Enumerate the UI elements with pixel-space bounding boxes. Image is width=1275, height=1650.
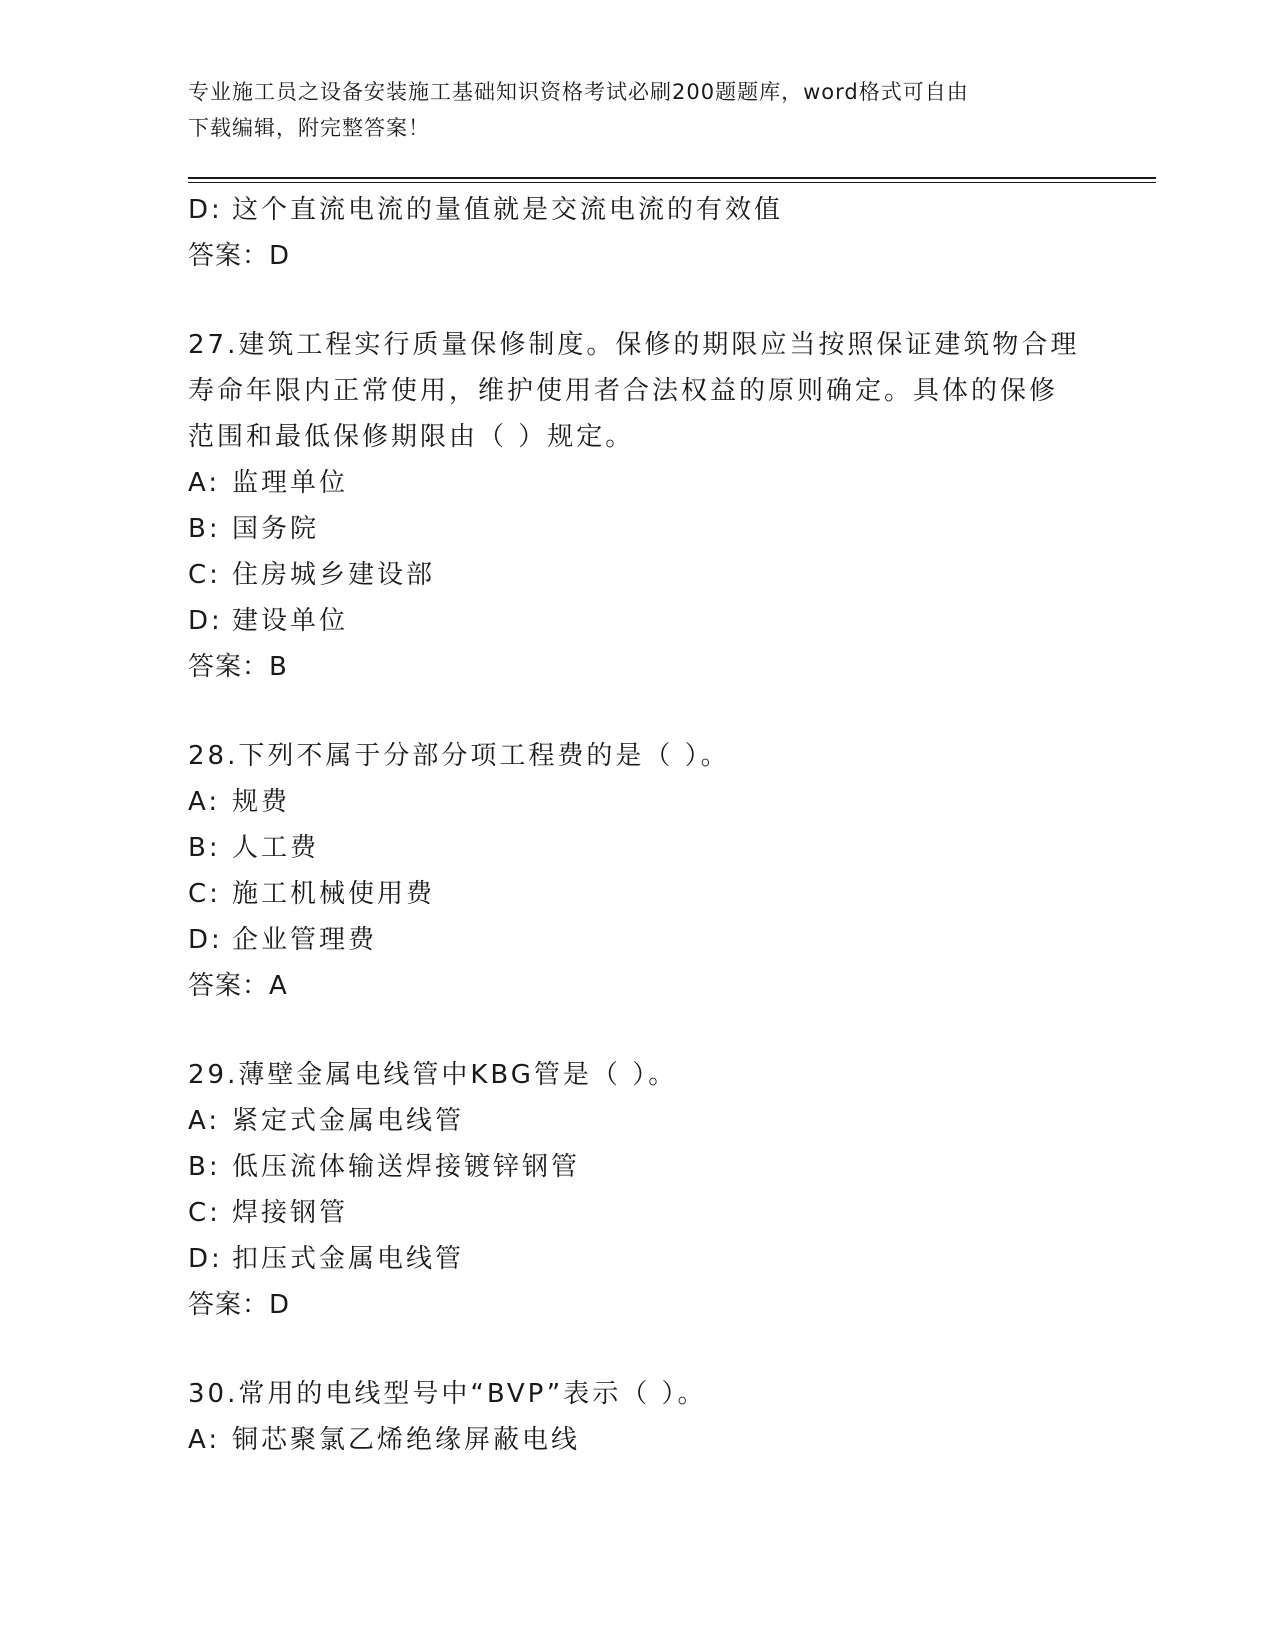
option-key: D: bbox=[188, 606, 223, 636]
option-key: B: bbox=[188, 514, 221, 544]
option-key: D: bbox=[188, 195, 223, 225]
question-answer: 答案：D bbox=[188, 1290, 291, 1320]
question-28 bbox=[188, 733, 1088, 1009]
option-text: 铜芯聚氯乙烯绝缘屏蔽电线 bbox=[232, 1425, 581, 1455]
option-text: 国务院 bbox=[232, 514, 320, 544]
option-text: 人工费 bbox=[232, 833, 320, 863]
option-d bbox=[188, 1236, 1088, 1282]
option-text: 施工机械使用费 bbox=[232, 879, 436, 909]
question-stem-line: 30.常用的电线型号中“BVP”表示（ ）。 bbox=[188, 1379, 707, 1409]
header-title-line-2: 下载编辑，附完整答案！ bbox=[188, 116, 430, 140]
option-key: D: bbox=[188, 925, 223, 955]
option-key: C: bbox=[188, 879, 221, 909]
question-list bbox=[188, 187, 1088, 1463]
question-stem-line: 29.薄壁金属电线管中KBG管是（ ）。 bbox=[188, 1060, 678, 1090]
option-d bbox=[188, 917, 1088, 963]
option-a bbox=[188, 779, 1088, 825]
header-divider-thick bbox=[188, 177, 1156, 179]
prev-question-option-d bbox=[188, 187, 1088, 233]
question-27 bbox=[188, 322, 1088, 690]
option-b bbox=[188, 506, 1088, 552]
option-key: D: bbox=[188, 1244, 223, 1274]
option-text: 紧定式金属电线管 bbox=[232, 1106, 465, 1136]
option-key: A: bbox=[188, 468, 221, 498]
question-stem-line: 27.建筑工程实行质量保修制度。保修的期限应当按照保证建筑物合理 bbox=[188, 330, 1080, 360]
header-title-line-1: 专业施工员之设备安装施工基础知识资格考试必刷200题题库，word格式可自由 bbox=[188, 80, 969, 104]
prev-question-answer: 答案：D bbox=[188, 241, 291, 271]
question-stem-line: 寿命年限内正常使用，维护使用者合法权益的原则确定。具体的保修 bbox=[188, 376, 1059, 406]
option-text: 规费 bbox=[232, 787, 291, 817]
option-c bbox=[188, 1190, 1088, 1236]
option-text: 这个直流电流的量值就是交流电流的有效值 bbox=[232, 195, 784, 225]
option-key: C: bbox=[188, 560, 221, 590]
option-c bbox=[188, 552, 1088, 598]
option-c bbox=[188, 871, 1088, 917]
option-b bbox=[188, 1144, 1088, 1190]
option-text: 企业管理费 bbox=[232, 925, 378, 955]
question-30 bbox=[188, 1371, 1088, 1463]
option-text: 住房城乡建设部 bbox=[232, 560, 436, 590]
question-stem-line: 28.下列不属于分部分项工程费的是（ ）。 bbox=[188, 741, 730, 771]
option-text: 建设单位 bbox=[232, 606, 349, 636]
header-divider-thin bbox=[188, 182, 1156, 183]
option-key: B: bbox=[188, 1152, 221, 1182]
question-answer: 答案：A bbox=[188, 971, 288, 1001]
option-key: B: bbox=[188, 833, 221, 863]
option-text: 监理单位 bbox=[232, 468, 349, 498]
option-text: 低压流体输送焊接镀锌钢管 bbox=[232, 1152, 581, 1182]
option-a bbox=[188, 1098, 1088, 1144]
option-text: 扣压式金属电线管 bbox=[232, 1244, 465, 1274]
option-key: A: bbox=[188, 787, 221, 817]
option-b bbox=[188, 825, 1088, 871]
option-key: A: bbox=[188, 1106, 221, 1136]
option-d bbox=[188, 598, 1088, 644]
question-stem-line: 范围和最低保修期限由（ ）规定。 bbox=[188, 422, 635, 452]
option-text: 焊接钢管 bbox=[232, 1198, 349, 1228]
option-a bbox=[188, 1417, 1088, 1463]
question-29 bbox=[188, 1052, 1088, 1328]
question-answer: 答案：B bbox=[188, 652, 288, 682]
option-key: C: bbox=[188, 1198, 221, 1228]
document-header bbox=[188, 74, 1088, 146]
option-a bbox=[188, 460, 1088, 506]
option-key: A: bbox=[188, 1425, 221, 1455]
